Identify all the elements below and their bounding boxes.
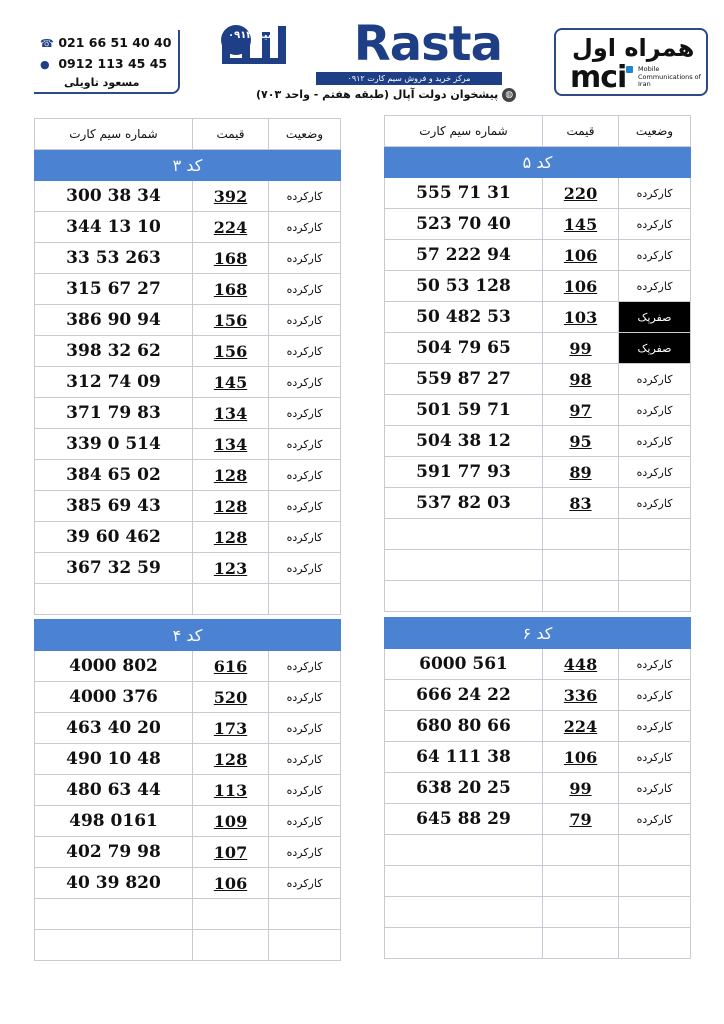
globe-icon: ◍: [502, 88, 516, 102]
table-row[interactable]: [385, 395, 691, 426]
table-row[interactable]: [35, 181, 341, 212]
table-row[interactable]: [385, 302, 691, 333]
sim-status: کارکرده: [269, 274, 341, 305]
sim-status: کارکرده: [619, 209, 691, 240]
phone-number-2: 0912 113 45 45: [58, 56, 168, 71]
sim-price: 128: [193, 460, 269, 491]
sim-number: 498 0161: [35, 806, 193, 837]
table-row: [385, 928, 691, 959]
sim-status: کارکرده: [619, 804, 691, 835]
code-label: کد ۶: [385, 618, 691, 649]
table-code-4: [34, 619, 341, 961]
sim-number: 312 74 09: [35, 367, 193, 398]
operator-name-en: [570, 60, 626, 95]
sim-price: 173: [193, 713, 269, 744]
table-row[interactable]: [35, 837, 341, 868]
sim-price: 109: [193, 806, 269, 837]
sim-price: 134: [193, 429, 269, 460]
sim-number: 666 24 22: [385, 680, 543, 711]
table-row[interactable]: [385, 426, 691, 457]
operator-tagline: Mobile Communications of Iran: [638, 65, 701, 88]
sim-status: کارکرده: [619, 395, 691, 426]
table-row: [35, 584, 341, 615]
table-row[interactable]: [35, 744, 341, 775]
sim-price: 103: [543, 302, 619, 333]
sim-number: 398 32 62: [35, 336, 193, 367]
sim-price: 224: [543, 711, 619, 742]
table-row[interactable]: [385, 240, 691, 271]
sim-number: 50 482 53: [385, 302, 543, 333]
operator-logo-box: [554, 28, 708, 96]
sim-number: [385, 897, 543, 928]
sim-status: کارکرده: [619, 457, 691, 488]
sim-price: [193, 930, 269, 961]
sim-number: 504 38 12: [385, 426, 543, 457]
table-row: [385, 866, 691, 897]
sim-price: 336: [543, 680, 619, 711]
sim-status: صفرپک: [619, 302, 691, 333]
sim-number: 501 59 71: [385, 395, 543, 426]
sim-price: 156: [193, 305, 269, 336]
sim-price: 113: [193, 775, 269, 806]
table-row[interactable]: [35, 713, 341, 744]
table-row: [385, 581, 691, 612]
sim-price: [543, 866, 619, 897]
table-row: [385, 550, 691, 581]
table-row[interactable]: [385, 457, 691, 488]
mci-wordmark: mci: [570, 60, 627, 95]
table-row[interactable]: [35, 398, 341, 429]
sim-number: 64 111 38: [385, 742, 543, 773]
sim-status: [619, 581, 691, 612]
sim-status: کارکرده: [619, 240, 691, 271]
sim-price: 168: [193, 243, 269, 274]
sim-logo-graphic: [216, 18, 302, 74]
sim-status: کارکرده: [619, 364, 691, 395]
sim-status: [619, 897, 691, 928]
sim-status: کارکرده: [269, 744, 341, 775]
table-row[interactable]: [385, 333, 691, 364]
sim-status: [619, 866, 691, 897]
sim-number: [385, 928, 543, 959]
sim-status: کارکرده: [269, 651, 341, 682]
sim-price: 128: [193, 491, 269, 522]
sim-number: 371 79 83: [35, 398, 193, 429]
code-bar-row: [385, 147, 691, 178]
table-row[interactable]: [35, 775, 341, 806]
sim-number: 367 32 59: [35, 553, 193, 584]
sim-status: کارکرده: [619, 773, 691, 804]
sim-status: کارکرده: [269, 491, 341, 522]
sim-number: 386 90 94: [35, 305, 193, 336]
sim-status: [619, 835, 691, 866]
table-row[interactable]: [385, 649, 691, 680]
phone-line-1[interactable]: [40, 35, 171, 50]
sim-price: 97: [543, 395, 619, 426]
contact-box: [34, 30, 180, 94]
sim-status: کارکرده: [269, 212, 341, 243]
sim-price: 123: [193, 553, 269, 584]
sim-number: 339 0 514: [35, 429, 193, 460]
table-row[interactable]: [385, 680, 691, 711]
code-label: کد ۵: [385, 147, 691, 178]
sim-number: 344 13 10: [35, 212, 193, 243]
sim-number: [385, 519, 543, 550]
sim-number: 384 65 02: [35, 460, 193, 491]
mci-dot-icon: [626, 66, 633, 73]
sim-price: 107: [193, 837, 269, 868]
sim-number: 638 20 25: [385, 773, 543, 804]
sim-price: [193, 899, 269, 930]
code-bar-row: [35, 150, 341, 181]
sim-status: کارکرده: [269, 682, 341, 713]
mobile-user-icon: ●: [40, 58, 50, 71]
sim-number: 463 40 20: [35, 713, 193, 744]
sim-number: [385, 581, 543, 612]
sim-status: کارکرده: [269, 868, 341, 899]
sim-price: [543, 897, 619, 928]
table-row[interactable]: [385, 773, 691, 804]
sim-number: 680 80 66: [385, 711, 543, 742]
sim-status: صفرپک: [619, 333, 691, 364]
table-row: [385, 835, 691, 866]
table-row: [35, 930, 341, 961]
sim-price: 145: [543, 209, 619, 240]
sim-status: [619, 928, 691, 959]
table-row: [385, 897, 691, 928]
sim-status: کارکرده: [269, 806, 341, 837]
sim-status: کارکرده: [269, 837, 341, 868]
sim-price: 98: [543, 364, 619, 395]
sim-number: 385 69 43: [35, 491, 193, 522]
column-header-price: قیمت: [193, 119, 269, 150]
sim-number: 50 53 128: [385, 271, 543, 302]
sim-number: 6000 561: [385, 649, 543, 680]
sim-status: کارکرده: [269, 775, 341, 806]
table-row[interactable]: [35, 212, 341, 243]
sim-status: کارکرده: [619, 271, 691, 302]
table-row[interactable]: [35, 460, 341, 491]
column-header-number: شماره سیم کارت: [385, 116, 543, 147]
sim-price: [543, 550, 619, 581]
column-header-status: وضعیت: [619, 116, 691, 147]
table-code-6: [384, 617, 691, 959]
sim-number: 645 88 29: [385, 804, 543, 835]
sim-number: 504 79 65: [385, 333, 543, 364]
sim-status: کارکرده: [619, 649, 691, 680]
sim-status: کارکرده: [269, 522, 341, 553]
table-row[interactable]: [35, 806, 341, 837]
sim-price: 156: [193, 336, 269, 367]
sim-price: 392: [193, 181, 269, 212]
address: [256, 88, 516, 102]
phone-number-1: 021 66 51 40 40: [58, 35, 172, 50]
table-row[interactable]: [385, 804, 691, 835]
sim-number: 559 87 27: [385, 364, 543, 395]
column-header-price: قیمت: [543, 116, 619, 147]
column-header-number: شماره سیم کارت: [35, 119, 193, 150]
table-row[interactable]: [385, 488, 691, 519]
sim-number: 4000 376: [35, 682, 193, 713]
sim-number: 33 53 263: [35, 243, 193, 274]
column-header-row: [35, 119, 341, 150]
table-row[interactable]: [35, 274, 341, 305]
sim-price: 168: [193, 274, 269, 305]
sim-price: 145: [193, 367, 269, 398]
sim-price: 99: [543, 773, 619, 804]
sim-price: 106: [543, 742, 619, 773]
table-row[interactable]: [35, 305, 341, 336]
sim-number: 555 71 31: [385, 178, 543, 209]
sim-status: [619, 550, 691, 581]
logo-sim-text: سیم ۰۹۱۲: [228, 30, 278, 41]
sim-number: 39 60 462: [35, 522, 193, 553]
sim-price: 106: [543, 271, 619, 302]
code-label: کد ۳: [35, 150, 341, 181]
rasta-logo: [216, 16, 506, 88]
sim-number: 523 70 40: [385, 209, 543, 240]
phone-icon: ☎: [40, 37, 54, 50]
sim-price: 520: [193, 682, 269, 713]
table-row[interactable]: [35, 429, 341, 460]
sim-number: [35, 930, 193, 961]
sim-price: 83: [543, 488, 619, 519]
sim-status: کارکرده: [269, 398, 341, 429]
sim-price: 89: [543, 457, 619, 488]
table-code-5: [384, 115, 691, 612]
sim-number: [385, 866, 543, 897]
sim-number: 300 38 34: [35, 181, 193, 212]
table-row[interactable]: [35, 243, 341, 274]
sim-number: 57 222 94: [385, 240, 543, 271]
sim-number: 402 79 98: [35, 837, 193, 868]
table-row[interactable]: [35, 522, 341, 553]
table-row[interactable]: [385, 742, 691, 773]
sim-number: 591 77 93: [385, 457, 543, 488]
sim-price: [543, 928, 619, 959]
code-bar-row: [385, 618, 691, 649]
sim-status: کارکرده: [269, 713, 341, 744]
logo-wordmark: Rasta: [353, 16, 502, 72]
sim-price: 128: [193, 744, 269, 775]
table-row[interactable]: [385, 271, 691, 302]
sim-price: [543, 835, 619, 866]
sim-status: کارکرده: [619, 680, 691, 711]
sim-status: کارکرده: [269, 181, 341, 212]
phone-line-2[interactable]: [40, 56, 167, 71]
table-code-3: [34, 118, 341, 615]
sim-number: [35, 584, 193, 615]
sim-status: [269, 899, 341, 930]
sim-price: [543, 519, 619, 550]
sim-status: کارکرده: [269, 367, 341, 398]
column-header-row: [385, 116, 691, 147]
sim-price: 448: [543, 649, 619, 680]
sim-number: 4000 802: [35, 651, 193, 682]
logo-subtitle: مرکز خرید و فروش سیم کارت ۰۹۱۲: [316, 72, 502, 85]
sim-number: 315 67 27: [35, 274, 193, 305]
sim-price: [193, 584, 269, 615]
contact-name: مسعود تاویلی: [64, 76, 140, 89]
table-row[interactable]: [35, 553, 341, 584]
table-row: [385, 519, 691, 550]
sim-price: 106: [193, 868, 269, 899]
sim-number: [385, 550, 543, 581]
table-row[interactable]: [35, 491, 341, 522]
sim-price: [543, 581, 619, 612]
sim-price: 106: [543, 240, 619, 271]
table-row[interactable]: [35, 868, 341, 899]
sim-number: 537 82 03: [385, 488, 543, 519]
sim-status: کارکرده: [619, 742, 691, 773]
table-row[interactable]: [35, 682, 341, 713]
sim-price: 128: [193, 522, 269, 553]
sim-status: کارکرده: [619, 426, 691, 457]
table-row[interactable]: [385, 364, 691, 395]
sim-status: کارکرده: [619, 178, 691, 209]
sim-status: کارکرده: [269, 460, 341, 491]
sim-number: 490 10 48: [35, 744, 193, 775]
sim-price: 79: [543, 804, 619, 835]
sim-status: کارکرده: [269, 243, 341, 274]
sim-status: [619, 519, 691, 550]
sim-price: 224: [193, 212, 269, 243]
table-row[interactable]: [385, 178, 691, 209]
table-row: [35, 899, 341, 930]
table-row[interactable]: [35, 651, 341, 682]
sim-status: کارکرده: [269, 553, 341, 584]
sim-price: 99: [543, 333, 619, 364]
sim-status: کارکرده: [269, 429, 341, 460]
table-row[interactable]: [35, 367, 341, 398]
sim-status: کارکرده: [619, 711, 691, 742]
code-bar-row: [35, 620, 341, 651]
table-row[interactable]: [35, 336, 341, 367]
sim-number: [35, 899, 193, 930]
sim-price: 95: [543, 426, 619, 457]
sim-status: [269, 930, 341, 961]
table-row[interactable]: [385, 209, 691, 240]
code-label: کد ۴: [35, 620, 341, 651]
operator-name-fa: همراه اول: [572, 34, 695, 62]
sim-price: 134: [193, 398, 269, 429]
table-row[interactable]: [385, 711, 691, 742]
sim-status: کارکرده: [619, 488, 691, 519]
address-text: پیشخوان دولت آپال (طبقه هفتم - واحد ۷۰۳): [256, 88, 499, 101]
sim-status: کارکرده: [269, 336, 341, 367]
sim-price: 616: [193, 651, 269, 682]
sim-number: 40 39 820: [35, 868, 193, 899]
sim-number: [385, 835, 543, 866]
column-header-status: وضعیت: [269, 119, 341, 150]
sim-status: [269, 584, 341, 615]
sim-number: 480 63 44: [35, 775, 193, 806]
sim-price: 220: [543, 178, 619, 209]
sim-status: کارکرده: [269, 305, 341, 336]
